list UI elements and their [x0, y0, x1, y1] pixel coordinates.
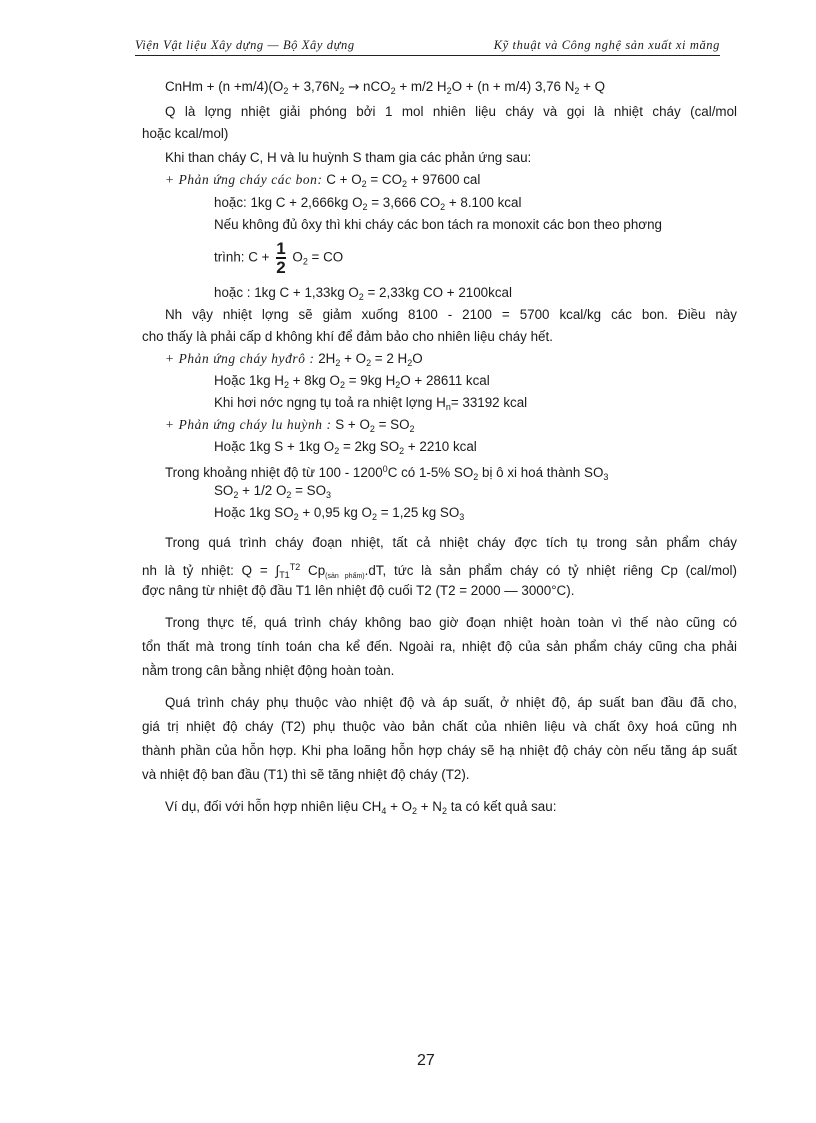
paragraph-adiabatic-formula: nh là tỷ nhiệt: $Q = \int_{T1}^{T2}$ $Cp_{(sản phẩm)}.dT$, tức là sản phẩm cháy có tỷ nhiệt riêng Cp (cal/mol): [142, 562, 737, 580]
paragraph-heat-reduction-cont: cho thấy là phải cấp d không khí để đảm bảo cho nhiên liệu cháy hết.: [142, 329, 553, 344]
paragraph-dependence-3: thành phần của hỗn hợp. Khi pha loãng hỗn hợp cháy sẽ hạ nhiệt độ cháy còn nếu tăng áp suất: [142, 743, 737, 758]
fraction-one-half: $\frac{1}{2}$: [276, 239, 286, 277]
reaction-so2-so3: $SO_2 + 1/2$ $O_2 = SO_3$: [214, 483, 332, 500]
paragraph-q-definition: Q là lợng nhiệt giải phóng bởi 1 mol nhiên liệu cháy và gọi là nhiệt cháy (cal/mol: [165, 104, 737, 119]
paragraph-so2-oxidation: Trong khoảng nhiệt độ từ 100 - 1200$^0$C có 1-5% $SO_2$ bị ô xi hoá thành $SO_3$: [165, 464, 609, 482]
paragraph-heat-loss-2: tổn thất mà trong tính toán cha kể đến. Ngoài ra, nhiệt độ của sản phẩm cháy cũng cha phải: [142, 639, 737, 654]
reaction-carbon-kg: hoặc: 1kg C + 2,666kg $O_2 = 3,666$ $CO_2 + 8.100$ kcal: [214, 195, 522, 212]
paragraph-dependence-2: giá trị nhiệt độ cháy (T2) phụ thuộc vào bản chất của nhiên liệu và chất ôxy hoá cũng nh: [142, 719, 737, 734]
page-header: [135, 38, 720, 56]
arrow-icon: →: [348, 80, 360, 95]
paragraph-condensation-heat: Khi hơi nớc ngng tụ toả ra nhiệt lợng $H_n= 33192$ kcal: [214, 395, 528, 412]
paragraph-dependence: Quá trình cháy phụ thuộc vào nhiệt độ và áp suất, ở nhiệt độ, áp suất ban đầu đã cho,: [165, 695, 737, 710]
header-left: Viện Vật liệu Xây dựng — Bộ Xây dựng: [135, 38, 355, 52]
paragraph-monoxide: Nếu không đủ ôxy thì khi cháy các bon tách ra monoxit các bon theo phơng: [214, 217, 662, 232]
header-right: Kỹ thuật và Công nghệ sản xuất xi măng: [493, 38, 720, 52]
equation-general-combustion: CnHm + $(n +m/4)(O_2 + 3,76N_2 \to nCO_2 + m/2$ $H_2O + (n + m/4)$ 3,76 $N_2 + Q$: [165, 79, 606, 96]
paragraph-adiabatic: Trong quá trình cháy đoạn nhiệt, tất cả nhiệt cháy đợc tích tụ trong sản phẩm cháy: [165, 535, 737, 550]
paragraph-heat-loss-3: nằm trong cân bằng nhiệt động hoàn toàn.: [142, 663, 395, 678]
paragraph-example: Ví dụ, đối với hỗn hợp nhiên liệu $CH_4 + O_2 + N_2$ ta có kết quả sau:: [165, 799, 557, 816]
reaction-so2-so3-kg: Hoặc 1kg $SO_2 + 0,95$ kg $O_2 = 1,25$ kg $SO_3$: [214, 505, 465, 522]
paragraph-heat-reduction: Nh vậy nhiệt lợng sẽ giảm xuống 8100 - 2100 = 5700 kcal/kg các bon. Điều này: [165, 307, 737, 322]
paragraph-q-definition-cont: hoặc kcal/mol): [142, 126, 229, 141]
paragraph-adiabatic-cont: đợc nâng từ nhiệt độ đầu T1 lên nhiệt độ cuối T2 (T2 = 2000 — 3000°C).: [142, 583, 575, 598]
reaction-sulfur-kg: Hoặc 1kg S + 1kg $O_2 = 2kg$ $SO_2 + 2210$ kcal: [214, 439, 477, 456]
paragraph-heat-loss: Trong thực tế, quá trình cháy không bao giờ đoạn nhiệt hoàn toàn vì thế nào cũng có: [165, 615, 737, 630]
reaction-carbon-monoxide: trình: C + $\frac{1}{2}$ $O_2$ = CO: [214, 239, 344, 277]
reaction-carbon-heading: + Phản ứng cháy các bon: $C + O_2 = CO_2 + 97600$ cal: [165, 172, 481, 189]
reaction-sulfur-heading: + Phản ứng cháy lu huỳnh : $S + O_2 = SO_2$: [165, 417, 415, 434]
page-number: 27: [417, 1052, 435, 1069]
paragraph-dependence-4: và nhiệt độ ban đầu (T1) thì sẽ tăng nhiệt độ cháy (T2).: [142, 767, 470, 782]
reaction-hydrogen-kg: Hoặc 1kg $H_2 + 8kg$ $O_2 = 9kg$ $H_2O + 28611$ kcal: [214, 373, 490, 390]
reaction-hydrogen-heading: + Phản ứng cháy hyđrô : $2H_2 + O_2 = 2$ $H_2O$: [165, 351, 423, 368]
paragraph-reactions-intro: Khi than cháy C, H và lu huỳnh S tham gia các phản ứng sau:: [165, 150, 532, 165]
reaction-carbon-monoxide-kg: hoặc : 1kg C + 1,33kg $O_2 = 2,33kg$ CO + 2100kcal: [214, 285, 512, 302]
